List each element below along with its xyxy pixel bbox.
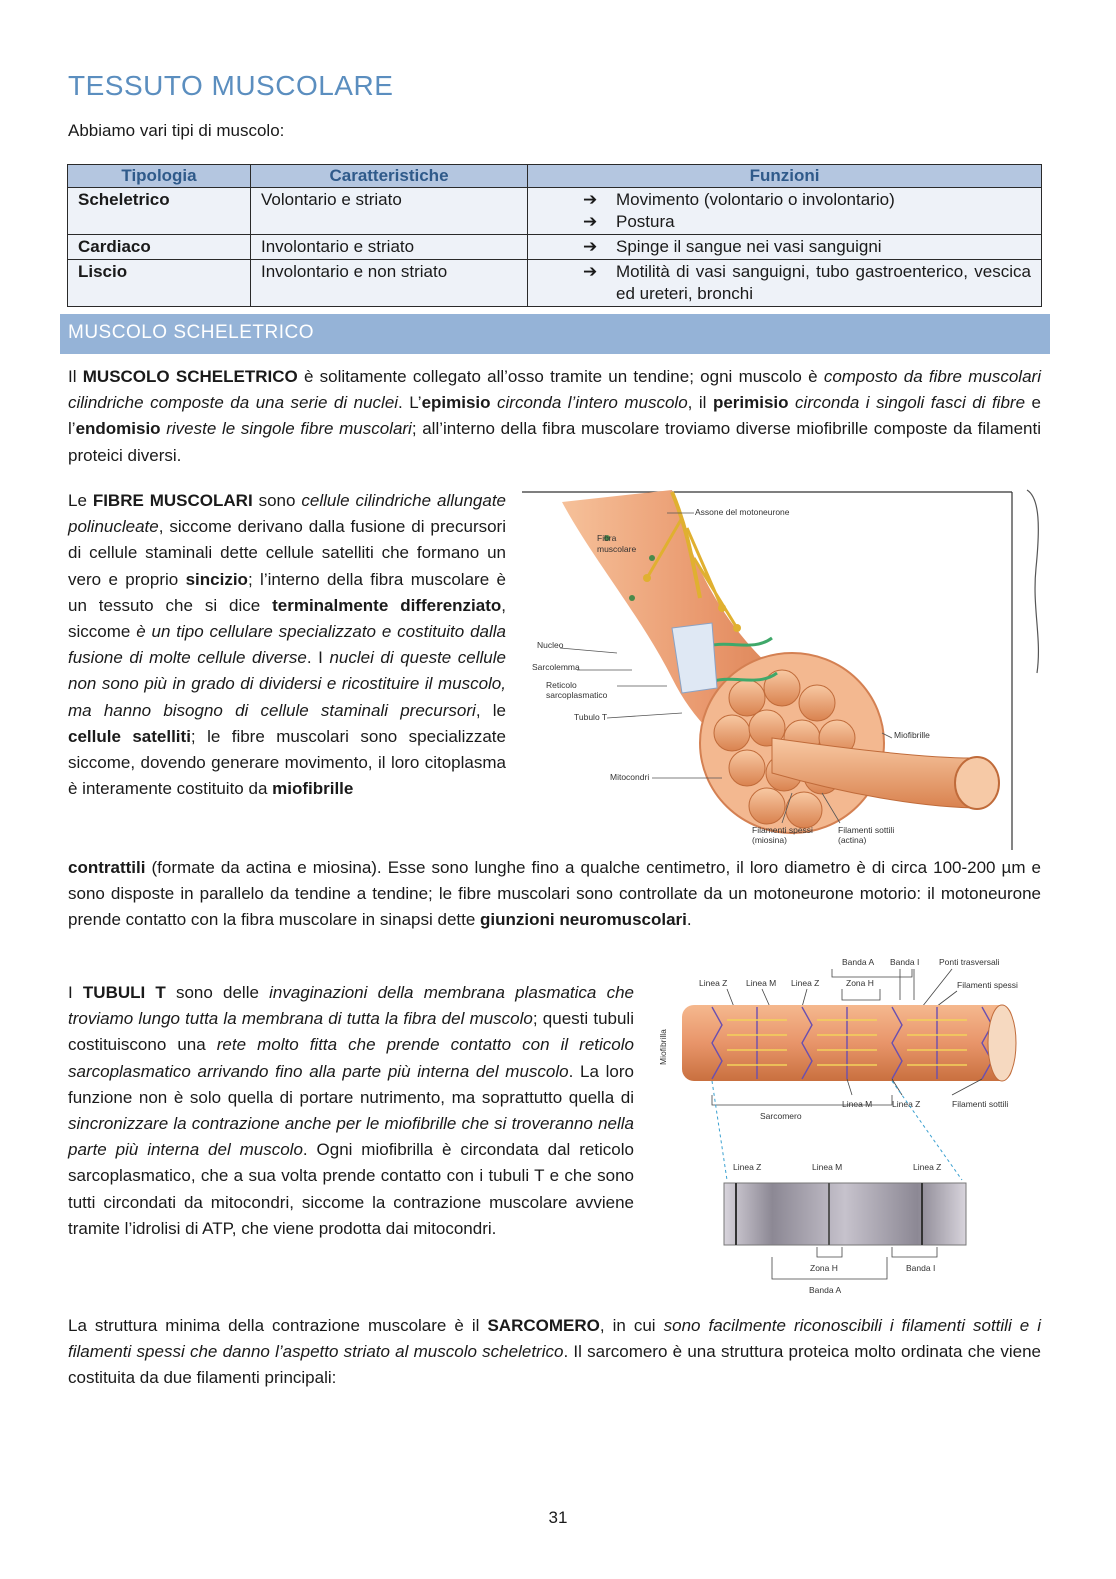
text-run: ; questi tubuli costituiscono una [68,1009,634,1055]
text-run: , il [687,393,713,413]
bold-term: epimisio [421,393,491,413]
label-leader-line [952,1079,982,1095]
fig-label-sr: Reticolo [546,680,577,690]
label-leader-line [847,1079,852,1095]
fig-label-line-z: Linea Z [733,1162,762,1172]
table-cell-type: Liscio [68,260,251,307]
italic-text: circonda l’intero muscolo [490,393,688,413]
table-row [68,188,1042,235]
list-item: ➔ Postura [583,212,675,231]
fig-label-mitochondria: Mitocondri [610,772,650,782]
fig-label-sarcolemma: Sarcolemma [532,662,580,672]
fig-label-line-m: Linea M [746,978,777,988]
fig-label-t-tubule: Tubulo T [574,712,608,722]
fig-label-band-i: Banda I [906,1263,936,1273]
text-run: e l’ [68,393,1041,439]
italic-text: sono facilmente riconoscibili i filamenti sottili e i filamenti spessi che danno l’aspetto striato al muscolo scheletrico [68,1316,1041,1362]
fig-label-nucleus: Nucleo [537,640,564,650]
page-title: TESSUTO MUSCOLARE [68,70,394,101]
bold-term: terminalmente differenziato [272,595,502,615]
list-item: ➔ Spinge il sangue nei vasi sanguigni [583,237,882,256]
text-run: Il [68,367,83,386]
section-heading-bar [60,314,1050,354]
fig-label-thin-filaments: (actina) [838,835,867,845]
text-run: I [68,983,83,1002]
fig-label-line-z: Linea Z [791,978,820,988]
bold-term: contrattili [68,858,146,877]
text-run: ; all’interno della fibra muscolare troviamo diverse miofibrille composte da filamenti proteici diversi. [68,419,1041,465]
bold-term: TUBULI T [82,983,166,1002]
fig-label-thin-filaments: Filamenti sottili [952,1099,1009,1109]
italic-text: nuclei di queste cellule non sono più in grado di dividersi e ricostituire il muscolo, ma hanno bisogno di cellule staminali precursori [68,648,506,720]
paragraph-sarcomere [68,1313,1041,1392]
table-cell-traits: Involontario e striato [251,235,528,260]
paragraph-contractile [68,855,1041,934]
table-cell-type: Scheletrico [68,188,251,235]
bold-term: endomisio [75,419,161,439]
table-cell-functions [528,188,1042,235]
text-run: La struttura minima della contrazione muscolare è il [68,1316,488,1335]
page-number: 31 [548,1508,568,1527]
text-run: (formate da actina e miosina). Esse sono lunghe fino a qualche centimetro, il loro diametro è di circa 100-200 µm e sono disposte in parallelo da tendine a tendine; le fibre muscolari sono controllate da un motoneurone motorio: il motoneurone prende contatto con la fibra muscolare in sinapsi dette [68,858,1041,930]
projection-line [712,1081,727,1180]
table-cell-functions [528,235,1042,260]
fig-label-zone-h: Zona H [810,1263,838,1273]
fig-label-cross-bridges: Ponti trasversali [939,957,1000,967]
fig-label-line-m: Linea M [812,1162,843,1172]
arrow-icon: ➔ [583,237,598,256]
table-row [68,260,1042,307]
text-run: . Ogni miofibrilla è circondata dal reticolo sarcoplasmatico, che a sua volta prende contatto con i tubuli T e che sono tutti circondati da mitocondri, siccome la contrazione muscolare avviene tramite l’idrolisi di ATP, che viene prodotta dai mitocondri. [68,1140,634,1238]
table-cell-traits: Involontario e non striato [251,260,528,307]
paragraph-t-tubules [68,980,634,1242]
paragraph-skeletal-muscle [68,364,1041,469]
italic-text: composto da fibre muscolari cilindriche composte da una serie di nuclei [68,367,1041,413]
text-run: Le [68,491,93,510]
paragraph-muscle-fibers [68,488,506,802]
electron-micrograph [724,1183,966,1245]
italic-text: cellule cilindriche allungate polinucleate [68,491,507,537]
list-item: ➔ Movimento (volontario o involontario) [583,190,895,209]
italic-text: riveste le singole fibre muscolari [160,419,412,439]
table-cell-type: Cardiaco [68,235,251,260]
table-cell-traits: Volontario e striato [251,188,528,235]
fig-label-line-z: Linea Z [913,1162,942,1172]
fig-label-thin-filaments: Filamenti sottili [838,825,895,835]
text-run: . Il sarcomero è una struttura proteica molto ordinata che viene costituita da due filamenti principali: [68,1342,1041,1388]
fig-label-myofibrils: Miofibrille [894,730,930,740]
text-run: sono [252,491,302,510]
bold-term: FIBRE MUSCOLARI [92,491,253,510]
arrow-icon: ➔ [583,190,598,209]
intro-text: Abbiamo vari tipi di muscolo: [68,121,285,140]
myofibril-end [988,1005,1016,1081]
text-run: , le [475,700,506,720]
table-cell-functions [528,260,1042,307]
fig-label-fiber: muscolare [597,544,637,554]
fig-label-band-a: Banda A [842,957,875,967]
fig-label-fiber: Fibra [597,533,617,543]
myofibril-end [955,757,999,809]
bold-term: sincizio [185,569,248,589]
bold-term: SARCOMERO [487,1316,600,1335]
table-row [68,235,1042,260]
text-run: . La loro funzione non è solo quella di portare nutrimento, ma soprattutto quella di [68,1061,634,1107]
text-run: sono delle [165,983,270,1002]
fig-label-thick-filaments: Filamenti spessi [752,825,813,835]
fig-label-line-z: Linea Z [699,978,728,988]
arrow-icon: ➔ [583,212,598,231]
italic-text: è un tipo cellulare specializzato e costituito dalla fusione di molte cellule diverse [68,622,506,668]
page-edge-mark [1027,490,1038,673]
text-run: . I [306,648,330,668]
muscle-types-table [67,164,1042,307]
bold-term: miofibrille [272,779,354,799]
fig-label-band-a: Banda A [809,1285,842,1295]
italic-text: invaginazioni della membrana plasmatica che troviamo lungo tutta la membrana di tutta la fibra del muscolo [68,983,634,1029]
list-item: ➔ Motilità di vasi sanguigni, tubo gastroenterico, vescica ed ureteri, bronchi [583,262,1031,303]
text-run: . [686,910,692,930]
myofibril-sarcomere-illustration [652,955,1037,1300]
fig-label-line-z: Linea Z [892,1099,921,1109]
italic-text: circonda i singoli fasci di fibre [788,393,1026,413]
muscle-fiber-illustration [522,488,1042,850]
fig-label-myofibril: Miofibrilla [658,1029,668,1065]
table-header-row [68,165,1042,188]
section-heading: MUSCOLO SCHELETRICO [68,322,314,343]
fig-label-thick-filaments: (miosina) [752,835,787,845]
table-header: Caratteristiche [251,165,528,188]
fig-label-zone-h: Zona H [846,978,874,988]
text-run: , siccome [68,595,506,642]
fig-label-axon: Assone del motoneurone [695,507,790,517]
arrow-icon: ➔ [583,262,598,281]
fig-label-sr: sarcoplasmatico [546,690,608,700]
text-run: ; le fibre muscolari sono specializzate siccome, dovendo generare movimento, il loro citoplasma è interamente costituito da [68,726,506,799]
text-run: , siccome derivano dalla fusione di precursori di cellule staminali dette cellule satelliti che formano un vero e proprio [68,517,506,589]
bold-term: perimisio [712,393,789,413]
italic-text: sincronizzare la contrazione anche per le miofibrille che si troveranno nella parte più interna del muscolo [68,1114,634,1160]
text-run: , in cui [599,1316,664,1335]
bold-term: MUSCOLO SCHELETRICO [82,367,298,386]
text-run: . L’ [398,393,422,413]
fig-label-band-i: Banda I [890,957,920,967]
fig-label-sarcomere: Sarcomero [760,1111,802,1121]
table-header: Tipologia [68,165,251,188]
bold-term: giunzioni neuromuscolari [480,910,687,930]
text-run: ; l’interno della fibra muscolare è un tessuto che si dice [68,569,506,615]
bold-term: cellule satelliti [68,726,191,746]
italic-text: rete molto fitta che prende contatto con il reticolo sarcoplasmatico arrivando fino alla parte più interna del muscolo [68,1035,634,1081]
table-header: Funzioni [528,165,1042,188]
fig-label-thick-filaments: Filamenti spessi [957,980,1018,990]
figure-brackets [727,969,957,1010]
fig-label-line-m: Linea M [842,1099,873,1109]
text-run: è solitamente collegato all’osso tramite un tendine; ogni muscolo è [297,367,824,386]
